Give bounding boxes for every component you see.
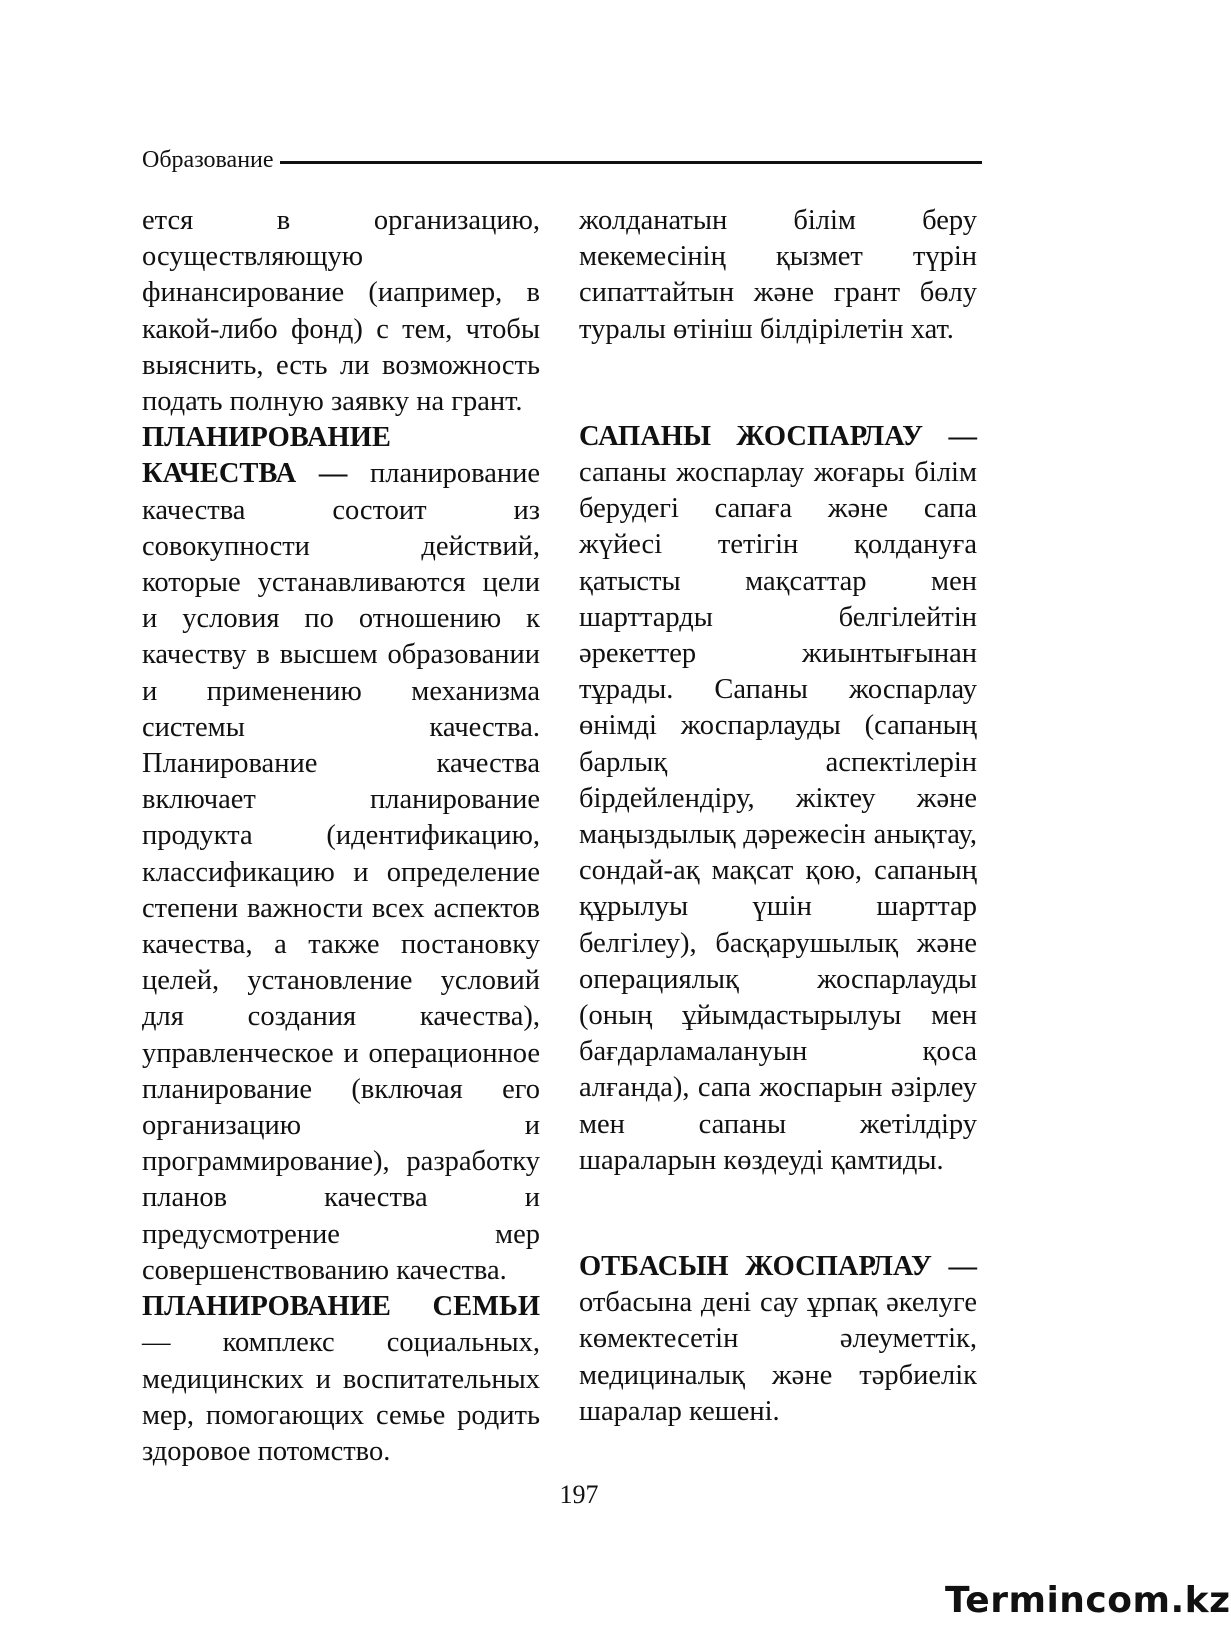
logo-text: Termincom.kz (945, 1579, 1231, 1621)
running-header (142, 148, 982, 172)
right-entry-2-headword: ОТБАСЫН ЖОСПАРЛАУ — (579, 1251, 977, 1283)
left-entry-2-definition: — комплекс социальных, медицинских и воспитательных мер, помогающих семье родить здоровое потомство. (142, 1327, 540, 1467)
left-entry-2-headword: ПЛАНИРОВАНИЕ СЕМЬИ (142, 1291, 540, 1323)
right-entry-2 (579, 1249, 977, 1430)
right-continuation-text: жолданатын білім беру мекемесінің қызмет түрін сипаттайтын және грант бөлу туралы өтініш білдірілетін хат. (579, 205, 977, 345)
left-continuation-text: ется в организацию, осуществляющую финансирование (иапример, в какой-либо фонд) с тем, чтобы выяснить, есть ли возможность подать полную заявку на грант. (142, 205, 540, 418)
left-entry-1-headword: ПЛАНИРОВАНИЕ КАЧЕСТВА — (142, 422, 391, 490)
right-entry-1-definition: сапаны жоспарлау жоғары білім берудегі сапаға және сапа жүйесі тетігін қолдануға қатысты мақсаттар мен шарттарды белгілейтін әрекеттер жиынтығынан тұрады. Сапаны жоспарлау өнімді жоспарлауды (сапаның барлық аспектілерін бірдейлендіру, жіктеу және маңыздылық дәрежесін анықтау, сондай-ақ мақсат қою, сапаның құрылуы үшін шарттар белгілеу), басқарушылық және операциялық жоспарлауды (оның ұйымдастырылуы мен бағдарламалануын қоса алғанда), сапа жоспарын әзірлеу мен сапаны жетілдіру шараларын көздеуді қамтиды. (579, 457, 977, 1176)
left-column (142, 203, 540, 1470)
left-entry-2 (142, 1289, 540, 1470)
header-rule (280, 161, 982, 164)
right-entry-1 (579, 419, 977, 1179)
site-logo (945, 1580, 1231, 1620)
right-entry-1-headword: САПАНЫ ЖОСПАРЛАУ — (579, 420, 977, 452)
page-number: 197 (559, 1480, 599, 1509)
right-entry-2-definition: отбасына дені сау ұрпақ әкелуге көмектесетін әлеуметтік, медициналық және тәрбиелік шаралар кешені. (579, 1287, 977, 1427)
section-title: Образование (142, 147, 274, 173)
left-entry-1 (142, 420, 540, 1289)
right-column (579, 203, 977, 1430)
left-entry-1-definition: планирование качества состоит из совокупности действий, которые устанавливаются цели и условия по отношению к качеству в высшем образовании и применению механизма системы качества. Планирование качества включает планирование продукта (идентификацию, классификацию и определение степени важности всех аспектов качества, а также постановку целей, установление условий для создания качества), управленческое и операционное планирование (включая его организацию и программирование), разработку планов качества и предусмотрение мер совершенствованию качества. (142, 458, 540, 1286)
